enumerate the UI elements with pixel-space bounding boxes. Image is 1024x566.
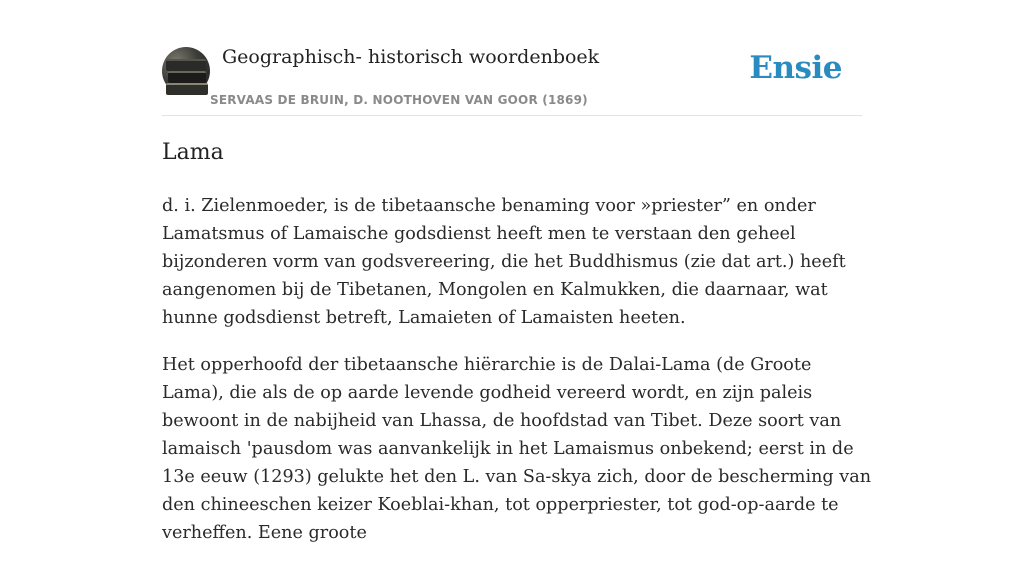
book-spine-icon [168, 71, 206, 83]
entry-body [162, 192, 874, 566]
ensie-logo[interactable]: Ensie [749, 50, 842, 86]
source-book-authors: SERVAAS DE BRUIN, D. NOOTHOVEN VAN GOOR (1869) [210, 93, 588, 107]
book-spine-icon [166, 59, 206, 71]
entry-paragraph: Het opperhoofd der tibetaansche hiërarchie is de Dalai-Lama (de Groote Lama), die als de op aarde levende godheid vereerd wordt, en zijn paleis bewoont in de nabijheid van Lhassa, de hoofdstad van Tibet. Deze soort van lamaisch 'pausdom was aanvankelijk in het Lamaismus onbekend; eerst in de 13e eeuw (1293) gelukte het den L. van Sa-skya zich, door de bescherming van den chineeschen keizer Koeblai-khan, tot opperpriester, tot god-op-aarde te verheffen. Eene groote [162, 355, 872, 543]
book-cover-avatar[interactable] [162, 47, 210, 95]
source-book-title[interactable]: Geographisch- historisch woordenboek [222, 46, 600, 68]
entry-title: Lama [162, 140, 224, 165]
header [162, 40, 862, 116]
book-spine-icon [166, 83, 208, 95]
entry-paragraph: d. i. Zielenmoeder, is de tibetaansche benaming voor »priester” en onder Lamatsmus of Lamaische godsdienst heeft men te verstaan den geheel bijzonderen vorm van godsvereering, die het Buddhismus (zie dat art.) heeft aangenomen bij de Tibetanen, Mongolen en Kalmukken, die daarnaar, wat hunne godsdienst betreft, Lamaieten of Lamaisten heeten. [162, 196, 846, 328]
